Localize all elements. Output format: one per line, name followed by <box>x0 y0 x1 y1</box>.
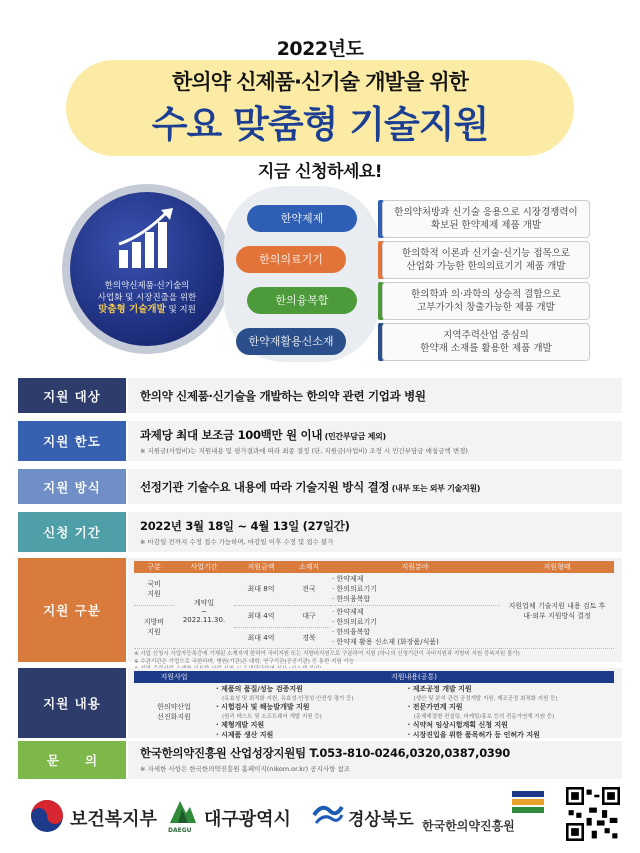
cell-period: 계약일 ~ 2022.11.30. <box>174 573 234 649</box>
type-head-6: 지원형태 <box>500 561 614 573</box>
field-item: · 한의의료기기 <box>332 618 378 626</box>
category-pill-4: 한약재활용신소재 <box>236 328 346 355</box>
daegu-mountain-icon <box>168 795 198 827</box>
content-item-title: · 제조공정 개발 지원 <box>407 685 472 693</box>
row-label-content: 지원 내용 <box>18 668 126 738</box>
row-inquiry <box>18 741 622 779</box>
method-small: (내부 또는 외부 기술지원) <box>389 484 481 493</box>
logo-gyeongbuk: 경상북도 <box>348 810 414 830</box>
cell-amount-2: 최대 4억 <box>234 606 288 628</box>
page-title: 수요 맞춤형 기술지원 <box>151 103 489 146</box>
row-body-type <box>128 558 622 665</box>
category-desc-line1: 지역주력산업 중심의 <box>443 330 529 341</box>
field-item: · 한약제제 <box>332 575 364 583</box>
type-note: ※ 사업 신청시 사업자등록증에 기재된 소재지에 한하여 국비지원 또는 지방비지원으로 구분하여 지원 (하나의 신청기관이 국비지원과 지방비 지원 중복지원 불가) <box>134 651 520 657</box>
cell-amount-1: 최대 8억 <box>234 573 288 606</box>
emblem-circle <box>70 192 224 346</box>
row-body-method <box>128 469 622 504</box>
category-desc-line1: 한의학적 이론과 신기술·신기능 접목으로 <box>401 248 571 259</box>
row-body-period <box>128 512 622 552</box>
field-item: · 한의융복합 <box>332 628 371 636</box>
category-desc-3 <box>382 282 590 320</box>
year-heading: 2022년도 <box>276 38 364 60</box>
type-head-1: 구분 <box>134 561 174 573</box>
category-pill-2: 한의의료기기 <box>236 246 346 273</box>
limit-note: ※ 지원금(사업비)는 지원내용 및 평가결과에 따라 최종 결정 (단, 지원금(사업비) 조정 시 민간부담금 매칭금액 변경) <box>140 447 468 455</box>
cell-location-1: 전국 <box>288 573 330 606</box>
content-item-title: · 시제품 생산 지원 <box>216 731 274 739</box>
limit-small: (민간부담금 제외) <box>322 432 386 441</box>
content-item-sub: (생산 및 분석 관련 공정개발 지원, 제조공정 최적화 지원 등) <box>413 696 558 702</box>
content-item-title: · 시험검사 및 해능발개발 지원 <box>216 703 310 711</box>
emblem-line-1: 한의약신제품·신기술의 <box>104 281 190 291</box>
row-target <box>18 378 622 413</box>
inquiry-note: ※ 자세한 사항은 한국한의약진흥원 홈페이지(nikom.or.kr) 공지사항 참조 <box>140 765 350 773</box>
field-item: · 한의의료기기 <box>332 585 378 593</box>
type-head-5: 지원분야 <box>330 561 500 573</box>
emblem-highlight: 맞춤형 기술개발 <box>98 304 166 315</box>
row-label-method: 지원 방식 <box>18 469 126 504</box>
content-head-project: 지원사업 <box>134 671 214 683</box>
logo-nikom: 한국한의약진흥원 <box>422 819 515 833</box>
row-label-period: 신청 기간 <box>18 512 126 552</box>
period-text: 2022년 3월 18일 ~ 4월 13일 (27일간) <box>140 519 350 533</box>
row-body-content <box>128 668 622 738</box>
row-label-limit: 지원 한도 <box>18 421 126 461</box>
type-head-2: 사업기간 <box>174 561 234 573</box>
content-item-title: · 제형개발 지원 <box>216 721 265 729</box>
cell-location-3: 경북 <box>288 627 330 649</box>
content-item-title: · 전문가연계 지원 <box>407 703 463 711</box>
cell-fields-2 <box>330 606 500 649</box>
category-desc-line2: 고부가가치 창출가능한 제품 개발 <box>417 302 555 313</box>
row-body-target <box>128 378 622 413</box>
title-banner <box>66 60 574 156</box>
field-item: · 한의융복합 <box>332 595 371 603</box>
qr-code-icon[interactable] <box>566 787 620 841</box>
target-text: 한의약 신제품·신기술을 개발하는 한의약 관련 기업과 병원 <box>140 389 426 403</box>
footer-logos <box>0 787 640 847</box>
period-note: ※ 마감일 전까지 수정 접수 가능하며, 마감일 이후 수정 및 접수 불가 <box>140 538 334 546</box>
category-desc-line1: 한의약처방과 신기술 응용으로 시장경쟁력이 <box>394 207 578 218</box>
row-body-limit <box>128 421 622 461</box>
support-type-table <box>134 561 614 649</box>
row-period <box>18 512 622 552</box>
cell-local: 지방비 지원 <box>134 606 174 649</box>
content-item-sub: (유효성 및 최적화 지원, 유효성·안정성·안전성 평가 등) <box>222 696 354 702</box>
cell-form: 지원업체 기술지원 내용 검토 후 내·외부 지원방식 결정 <box>500 573 614 649</box>
cell-national: 국비 지원 <box>134 573 174 606</box>
content-left <box>214 683 406 741</box>
emblem-line-2: 사업화 및 시장진출을 위한 <box>97 293 197 303</box>
category-desc-line2: 한약재 소재를 활용한 제품 개발 <box>420 343 552 354</box>
category-desc-2 <box>382 241 590 279</box>
content-item-sub: (문제해결형 컨설팅, 마케팅/홍보 등의 전문가연계 지원 등) <box>413 714 555 720</box>
category-desc-1 <box>382 200 590 238</box>
call-to-action: 지금 신청하세요! <box>257 162 383 182</box>
content-item-title: · 제품의 품질/성능 검증지원 <box>216 685 303 693</box>
category-pill-1: 한약제제 <box>247 205 357 232</box>
type-head-4: 소재지 <box>288 561 330 573</box>
emblem-text <box>70 280 224 316</box>
method-text: 선정기관 기술수요 내용에 따라 기술지원 방식 결정 <box>140 480 390 494</box>
row-limit <box>18 421 622 461</box>
limit-text: 과제당 최대 보조금 100백만 원 이내 <box>140 428 323 442</box>
content-item-title: · 시장진입을 위한 품목허가 등 인허가 지원 <box>407 731 540 739</box>
category-desc-4 <box>382 323 590 361</box>
logo-daegu-small: DAEGU <box>168 827 192 834</box>
nikom-logo-icon <box>510 789 546 815</box>
type-head-3: 지원금액 <box>234 561 288 573</box>
row-label-inquiry: 문 의 <box>18 741 126 779</box>
inquiry-text: 한국한의약진흥원 산업성장지원팀 T.053-810-0246,0320,0387,0390 <box>140 746 510 760</box>
cell-location-2: 대구 <box>288 606 330 628</box>
emblem-suffix: 및 지원 <box>165 305 196 315</box>
cell-amount-3: 최대 4억 <box>234 627 288 649</box>
category-desc-line1: 한의학과 의·과학의 상승적 결합으로 <box>411 289 561 300</box>
content-project: 한의약산업 선진화지원 <box>157 703 191 721</box>
type-note: ※ 수관기관은 기업으로 국한하며, 병원(기관)은 대학, 연구기관(공공기관) 등 통한 지원 가능 <box>134 658 355 665</box>
row-label-type: 지원 구분 <box>18 558 126 662</box>
row-type <box>18 558 622 665</box>
growth-chart-icon <box>115 206 179 272</box>
field-item: · 한약제제 <box>332 608 364 616</box>
row-method <box>18 469 622 504</box>
content-item-sub: (원리 테스트 및 소프트웨어 개발 지원 등) <box>222 714 322 720</box>
category-pill-3: 한의융복합 <box>247 287 357 314</box>
row-label-target: 지원 대상 <box>18 378 126 413</box>
content-item-title: · 식약처 임상시험계획 신청 지원 <box>407 721 508 729</box>
row-content <box>18 668 622 738</box>
logo-daegu: 대구광역시 <box>204 809 291 830</box>
subtitle: 한의약 신제품·신기술 개발을 위한 <box>172 70 468 94</box>
field-item: · 한약재 활용 신소재 (화장품/식품) <box>332 638 439 646</box>
category-desc-line2: 산업화 가능한 한의의료기기 제품 개발 <box>406 261 566 272</box>
row-body-inquiry <box>128 741 622 779</box>
category-desc-line2: 확보된 한약제제 제품 개발 <box>430 220 541 231</box>
content-right <box>406 683 614 741</box>
cell-fields-1 <box>330 573 500 606</box>
support-content-table <box>134 671 614 741</box>
content-head-common: 지원내용(공통) <box>214 671 614 683</box>
taegeuk-icon <box>30 799 64 833</box>
gyeongbuk-swirl-icon <box>312 801 344 827</box>
logo-mohw: 보건복지부 <box>70 809 157 830</box>
